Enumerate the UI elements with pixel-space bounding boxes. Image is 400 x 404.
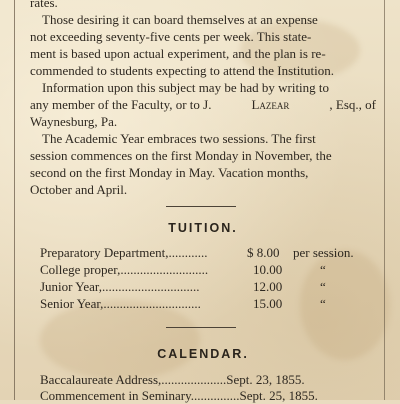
calendar-heading: CALENDAR. [157, 347, 249, 361]
tuition-row [40, 244, 370, 261]
information-paragraph [30, 79, 376, 130]
small-caps-name: Lazear [251, 97, 290, 112]
left-margin-rule [14, 0, 15, 400]
tuition-item-unit: “ [320, 262, 326, 277]
tuition-item-name: Preparatory Department,............ [40, 245, 208, 260]
tuition-item-amount: 12.00 [253, 279, 283, 294]
tuition-row [40, 278, 370, 295]
paragraph-line: The Academic Year embraces two sessions. The first [42, 131, 316, 146]
tuition-item-unit: “ [320, 296, 326, 311]
paragraph-line: Those desiring it can board themselves at an expense [42, 12, 318, 27]
top-fragment-text: rates. [30, 0, 58, 10]
paper-stain [40, 300, 200, 380]
section-divider [166, 327, 236, 328]
tuition-item-amount: $ 8.00 [247, 245, 280, 260]
calendar-row: Commencement in Seminary...............Sept. 25, 1855. [40, 388, 318, 403]
paragraph-line: ment is based upon actual experiment, and the plan is re- [30, 46, 326, 61]
tuition-item-name: College proper,........................... [40, 262, 209, 277]
tuition-heading: TUITION. [168, 221, 238, 235]
paragraph-line: commended to students expecting to attend the Institution. [30, 63, 334, 78]
paragraph-line: second on the first Monday in May. Vacation months, [30, 165, 309, 180]
paragraph-line: session commences on the first Monday in November, the [30, 148, 332, 163]
top-fragment [30, 0, 376, 11]
academic-year-paragraph [30, 130, 376, 198]
tuition-item-amount: 10.00 [253, 262, 283, 277]
paragraph-line: Information upon this subject may be had by writing to [42, 80, 330, 95]
board-paragraph [30, 11, 376, 79]
section-divider [166, 206, 236, 207]
calendar-row: Baccalaureate Address,....................Sept. 23, 1855. [40, 372, 305, 387]
tuition-item-amount: 15.00 [253, 296, 283, 311]
paragraph-line: not exceeding seventy-five cents per week. This state- [30, 29, 312, 44]
tuition-item-unit: “ [320, 279, 326, 294]
paragraph-line: October and April. [30, 182, 128, 197]
right-margin-rule [384, 0, 385, 400]
tuition-row [40, 261, 370, 278]
tuition-item-name: Senior Year,.............................. [40, 296, 201, 311]
paragraph-line: Waynesburg, Pa. [30, 114, 118, 129]
tuition-item-unit: per session. [293, 245, 354, 260]
tuition-item-name: Junior Year,.............................. [40, 279, 200, 294]
paragraph-line: any member of the Faculty, or to J. Lazear , Esq., of [30, 97, 376, 112]
tuition-row [40, 295, 370, 312]
